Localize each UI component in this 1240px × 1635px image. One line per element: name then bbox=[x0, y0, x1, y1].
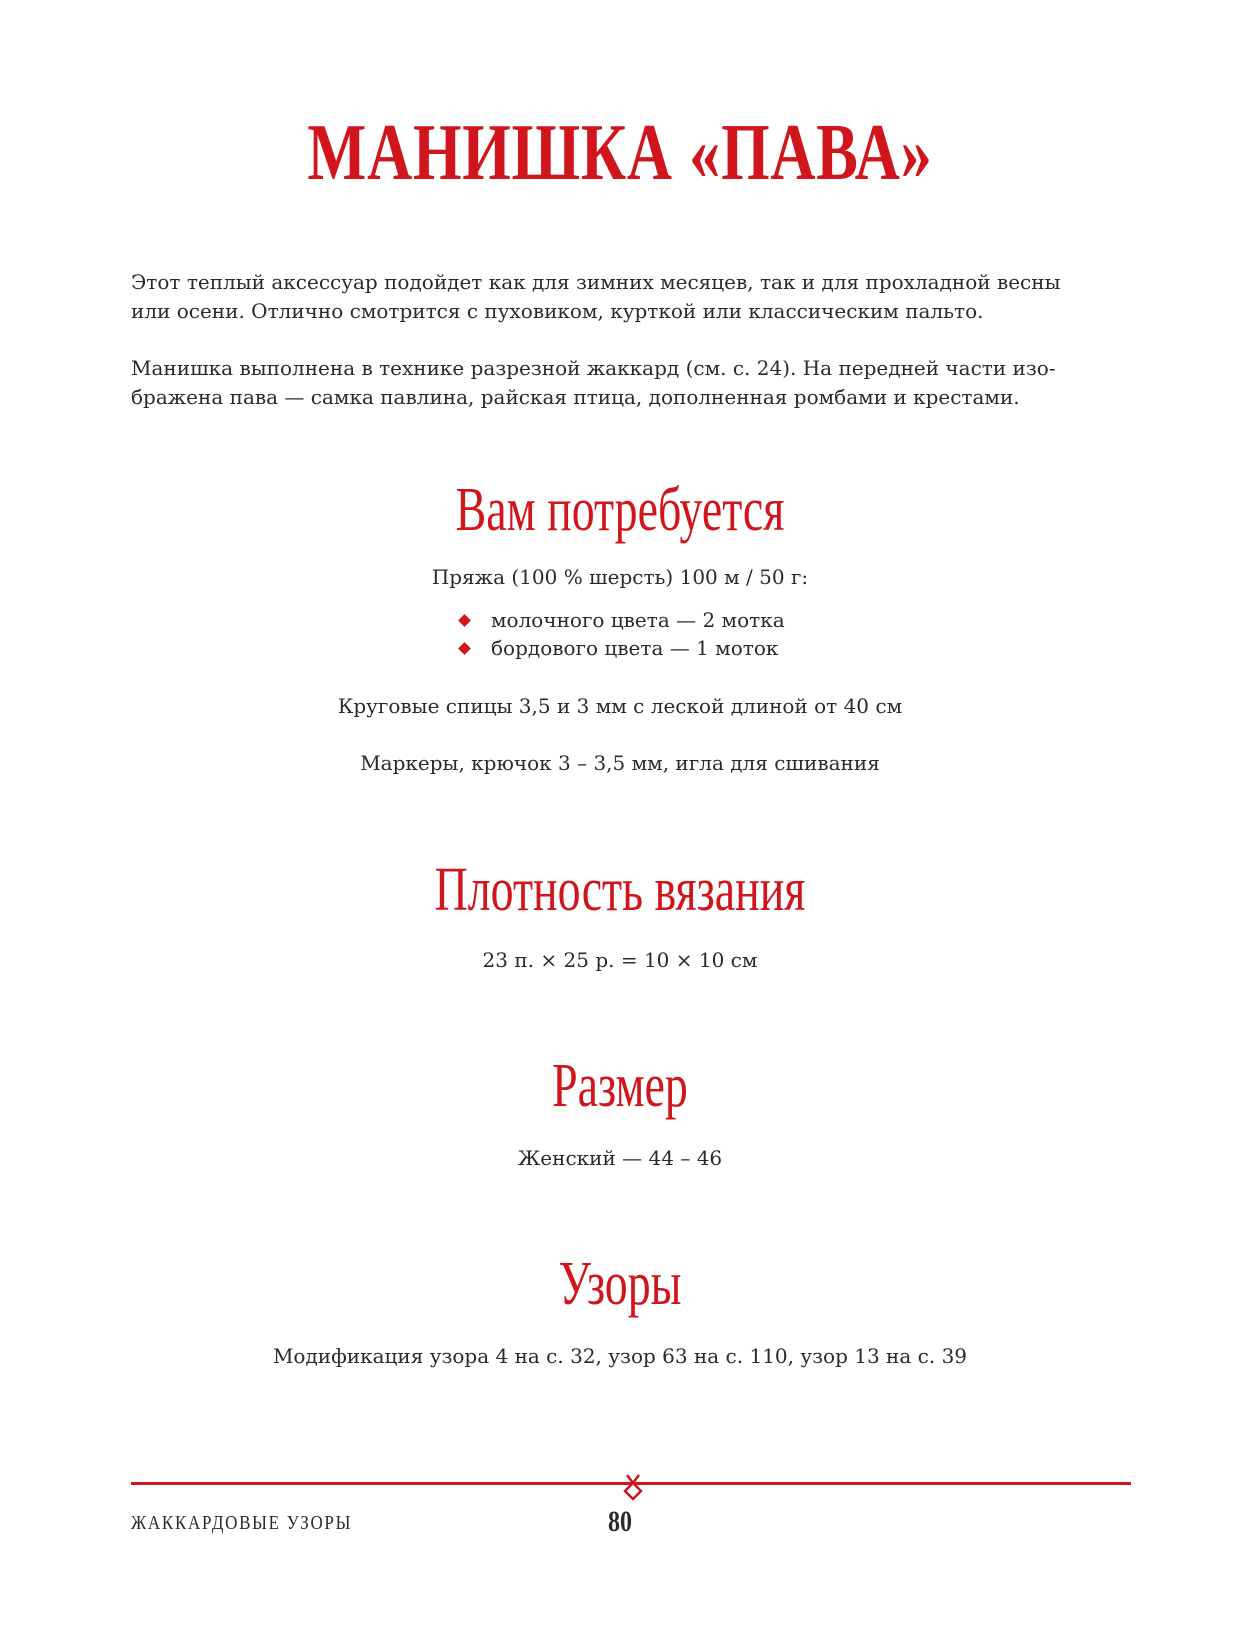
yarn-item-text: бордового цвета — 1 моток bbox=[491, 636, 779, 660]
intro-line: бражена пава — самка павлина, райская птица, дополненная ромбами и крестами. bbox=[131, 385, 1020, 409]
diamond-bullet-icon bbox=[458, 642, 471, 655]
patterns-value: Модификация узора 4 на с. 32, узор 63 на с. 110, узор 13 на с. 39 bbox=[272, 1344, 968, 1368]
list-item bbox=[458, 606, 785, 634]
intro-paragraph-2 bbox=[131, 354, 1131, 412]
footer-section-title: ЖАККАРДОВЫЕ УЗОРЫ bbox=[131, 1512, 353, 1534]
list-item bbox=[458, 634, 785, 662]
intro-line: или осени. Отлично смотрится с пуховиком, курткой или классическим пальто. bbox=[131, 299, 984, 323]
size-value: Женский — 44 – 46 bbox=[517, 1146, 723, 1170]
page-number: 80 bbox=[608, 1505, 632, 1538]
intro-line: Этот теплый аксессуар подойдет как для зимних месяцев, так и для прохладной весны bbox=[131, 270, 1061, 294]
intro-paragraph-1 bbox=[131, 268, 1131, 326]
gauge-value: 23 п. × 25 р. = 10 × 10 см bbox=[482, 948, 758, 972]
needles-text: Круговые спицы 3,5 и 3 мм с леской длиной от 40 см bbox=[337, 694, 903, 718]
size-heading: Размер bbox=[552, 1052, 688, 1120]
footer-ornament-icon bbox=[622, 1473, 644, 1501]
diamond-bullet-icon bbox=[458, 614, 471, 627]
patterns-heading: Узоры bbox=[558, 1250, 682, 1318]
intro-line: Манишка выполнена в технике разрезной жаккард (см. с. 24). На передней части изо- bbox=[131, 356, 1056, 380]
materials-heading: Вам потребуется bbox=[455, 476, 785, 544]
yarn-item-text: молочного цвета — 2 мотка bbox=[491, 608, 785, 632]
yarn-list bbox=[458, 606, 785, 662]
page-title: МАНИШКА «ПАВА» bbox=[307, 109, 933, 197]
gauge-heading: Плотность вязания bbox=[434, 856, 806, 924]
tools-text: Маркеры, крючок 3 – 3,5 мм, игла для сшивания bbox=[360, 751, 880, 775]
yarn-description: Пряжа (100 % шерсть) 100 м / 50 г: bbox=[431, 565, 809, 589]
